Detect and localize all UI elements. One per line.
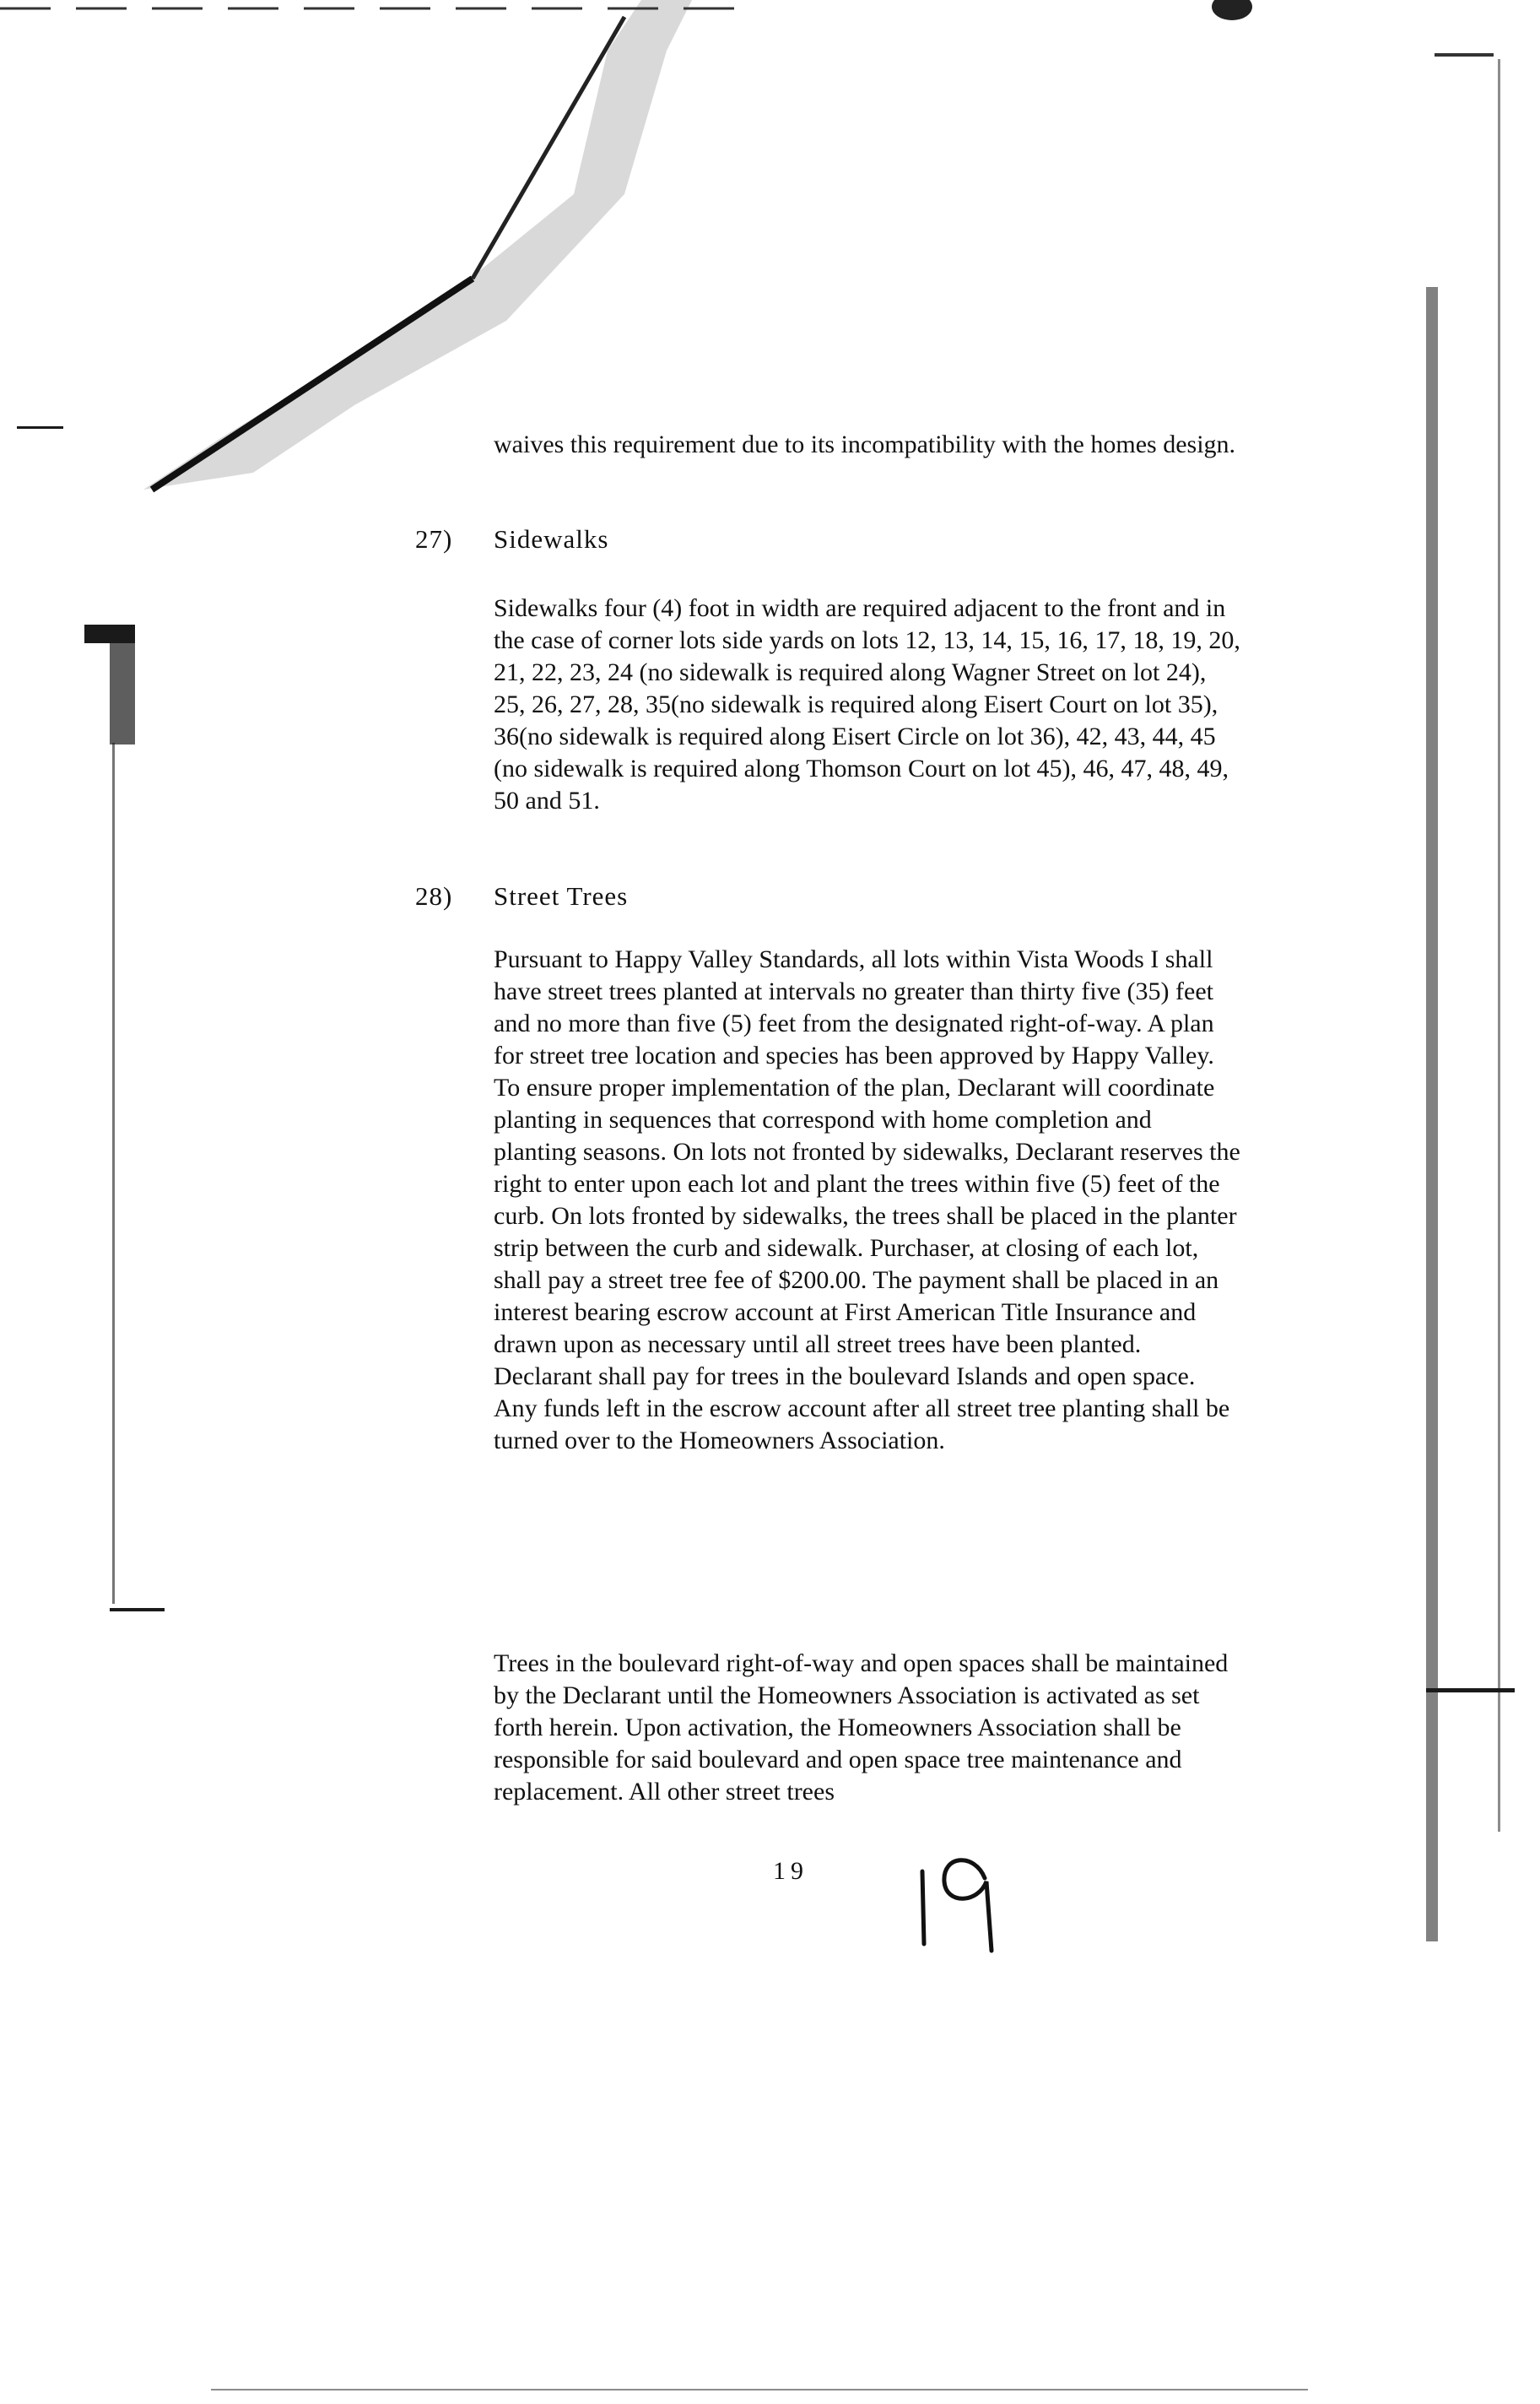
continuation-paragraph: waives this requirement due to its incompatibility with the homes design. (494, 430, 1236, 458)
section-27-title: Sidewalks (494, 524, 609, 554)
street-trees-paragraph-2: Trees in the boulevard right-of-way and open spaces shall be maintained by the Declarant until the Homeowners Association is activated as set forth herein. Upon activation, the Homeowners Association shall be responsible for said boulevard and open space tree maintenance and replacement. All other street trees (494, 1649, 1229, 1806)
scan-left-tick (17, 426, 63, 429)
scan-right-rule (1426, 1688, 1515, 1692)
scan-shadow-edge (152, 279, 473, 490)
section-28-title: Street Trees (494, 881, 629, 911)
scan-left-edge-bar (84, 625, 135, 643)
section-27-number: 27) (415, 524, 453, 554)
sidewalks-paragraph: Sidewalks four (4) foot in width are required adjacent to the front and in the case of corner lots side yards on lots 12, 13, 14, 15, 16, 17, 18, 19, 20, 21, 22, 23, 24 (no sidewalk is required along Wagner Street on lot 24), 25, 26, 27, 28, 35(no sidewalk is required along Eisert Court on lot 35), 36(no sidewalk is required along Eisert Circle on lot 36), 42, 43, 44, 45 (no sidewalk is required along Thomson Court on lot 45), 46, 47, 48, 49, 50 and 51. (494, 594, 1240, 815)
scan-shadow-wedge (143, 0, 692, 490)
scan-right-vertical (1498, 59, 1500, 1832)
handwritten-digit-1 (922, 1871, 924, 1944)
scan-shadow-diagonal (0, 0, 1540, 591)
scan-bottom-dash (211, 2389, 1308, 2390)
handwritten-page-number (916, 1844, 1017, 1954)
scan-left-edge-bar-2 (110, 643, 135, 744)
street-trees-paragraph-1: Pursuant to Happy Valley Standards, all lots within Vista Woods I shall have street trees planted at intervals no greater than thirty five (35) feet and no more than five (5) feet from the designated right-of-way. A plan for street tree location and species has been approved by Happy Valley. To ensure proper implementation of the plan, Declarant will coordinate planting in sequences that correspond with home completion and planting seasons. On lots not fronted by sidewalks, Declarant reserves the right to enter upon each lot and plant the trees within five (5) feet of the curb. On lots fronted by sidewalks, the trees shall be placed in the planter strip between the curb and sidewalk. Purchaser, at closing of each lot, shall pay a street tree fee of $200.00. The payment shall be placed in an interest bearing escrow account at First American Title Insurance and drawn upon as necessary until all street trees have been planted. Declarant shall pay for trees in the boulevard Islands and open space. Any funds left in the escrow account after all street tree planting shall be turned over to the Homeowners Association. (494, 945, 1240, 1454)
scan-left-rule (110, 1608, 165, 1611)
scan-right-edge-strip (1426, 287, 1438, 1941)
handwritten-digit-9 (944, 1860, 992, 1951)
section-28-number: 28) (415, 881, 453, 911)
scan-left-vertical (112, 743, 115, 1604)
scan-top-blob (1212, 0, 1252, 20)
page-number: 19 (773, 1857, 808, 1885)
